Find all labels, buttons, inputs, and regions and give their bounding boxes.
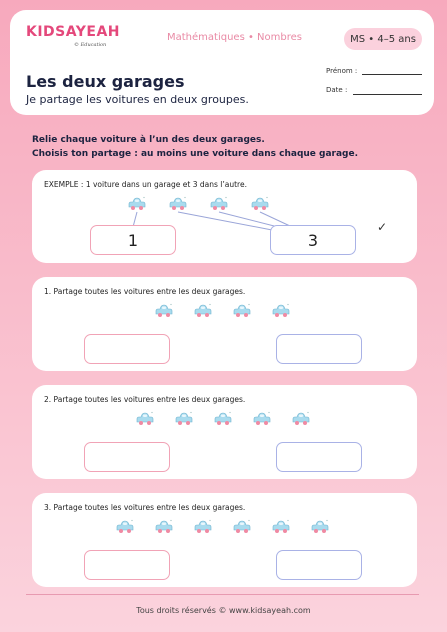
exercise-card-3 [32, 493, 417, 587]
exercise-label: 1. Partage toutes les voitures entre les deux garages. [44, 287, 246, 296]
logo-text: KIDSAYEAH [26, 24, 121, 40]
car-icon[interactable] [193, 303, 213, 319]
car-icon[interactable] [271, 519, 291, 535]
header-card [10, 10, 434, 115]
logo [26, 24, 136, 54]
car-icon[interactable] [252, 411, 272, 427]
exercise-label: 2. Partage toutes les voitures entre les deux garages. [44, 395, 246, 404]
check-icon: ✓ [377, 220, 388, 234]
car-icon[interactable] [154, 519, 174, 535]
car-icon[interactable] [209, 196, 229, 212]
footer-divider [26, 594, 419, 595]
date-label: Date : [326, 86, 348, 94]
example-label: EXEMPLE : 1 voiture dans un garage et 3 dans l’autre. [44, 180, 247, 189]
car-icon[interactable] [213, 411, 233, 427]
car-icon[interactable] [174, 411, 194, 427]
garage-left[interactable] [84, 334, 170, 364]
garage-right[interactable] [276, 442, 362, 472]
car-icon[interactable] [115, 519, 135, 535]
car-icon[interactable] [168, 196, 188, 212]
exercise-label: 3. Partage toutes les voitures entre les deux garages. [44, 503, 246, 512]
example-card [32, 170, 417, 263]
page-title: Les deux garages [26, 72, 185, 91]
car-icon[interactable] [154, 303, 174, 319]
car-icon[interactable] [250, 196, 270, 212]
footer-text: Tous droits réservés © www.kidsayeah.com [136, 606, 311, 615]
car-icon[interactable] [232, 303, 252, 319]
level-badge: MS • 4–5 ans [344, 28, 422, 50]
example-left-value: 1 [127, 230, 139, 250]
car-icon[interactable] [310, 519, 330, 535]
example-garage-left [90, 225, 176, 255]
example-right-value: 3 [307, 230, 319, 250]
car-icon[interactable] [232, 519, 252, 535]
example-garage-right [270, 225, 356, 255]
instruction-line-2: Choisis ton partage : au moins une voiture dans chaque garage. [32, 149, 359, 159]
name-label: Prénom : [326, 67, 358, 75]
date-line[interactable] [353, 94, 422, 95]
page-subtitle: Je partage les voitures en deux groupes. [26, 93, 249, 106]
exercise-card-1 [32, 277, 417, 371]
subject-label: Mathématiques • Nombres [167, 32, 302, 43]
instruction-line-1: Relie chaque voiture à l’un des deux garages. [32, 135, 265, 145]
garage-left[interactable] [84, 550, 170, 580]
car-icon[interactable] [271, 303, 291, 319]
exercise-card-2 [32, 385, 417, 479]
car-icon[interactable] [127, 196, 147, 212]
car-icon[interactable] [135, 411, 155, 427]
car-icon[interactable] [291, 411, 311, 427]
garage-left[interactable] [84, 442, 170, 472]
name-line[interactable] [362, 74, 422, 75]
logo-subtext: © Education [74, 42, 107, 48]
car-icon[interactable] [193, 519, 213, 535]
garage-right[interactable] [276, 550, 362, 580]
garage-right[interactable] [276, 334, 362, 364]
